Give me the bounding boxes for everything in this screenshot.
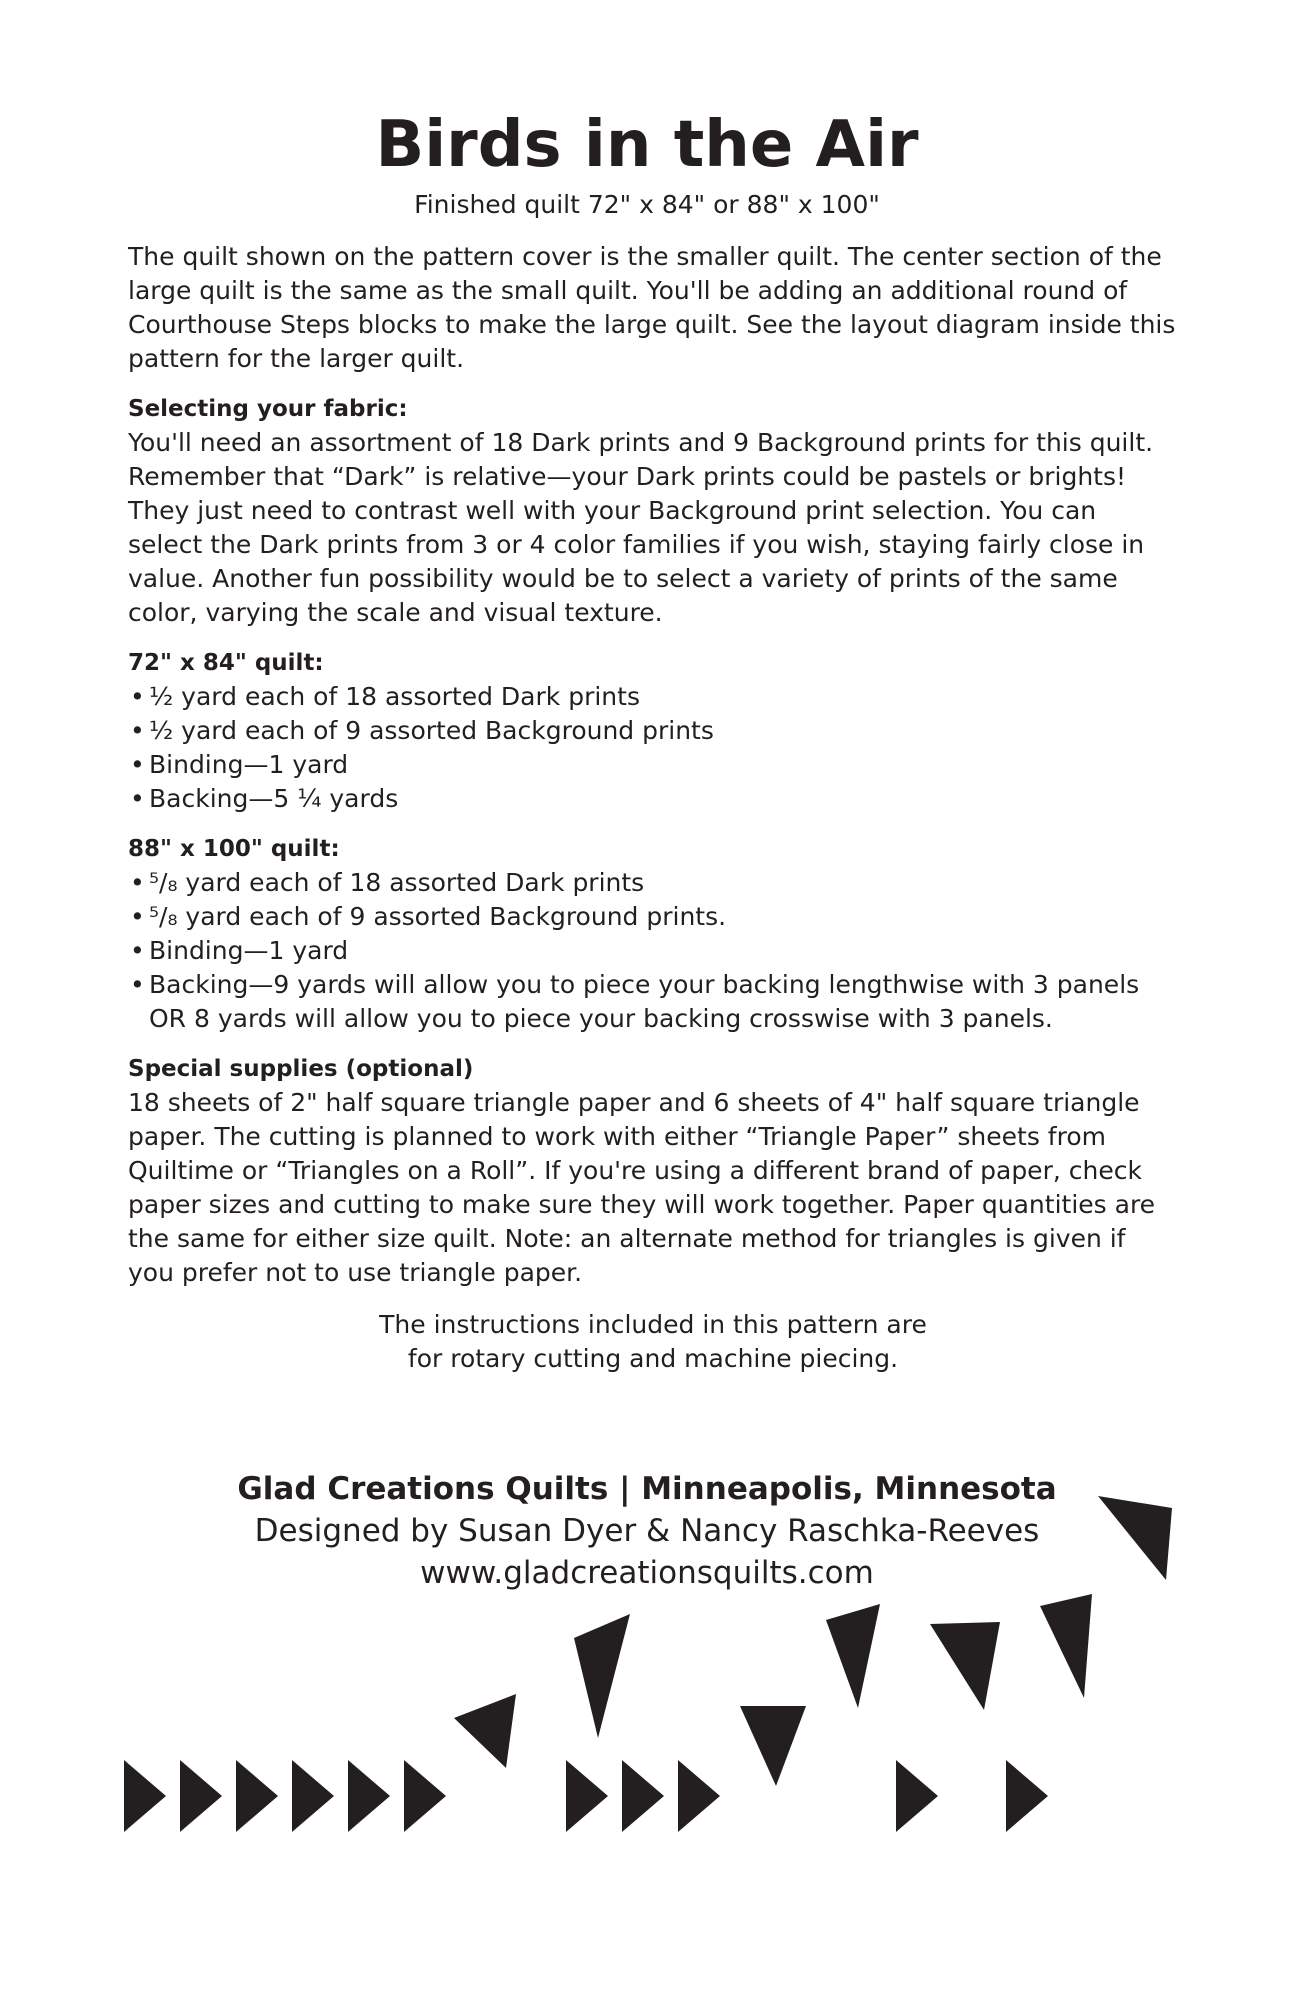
supplies-heading: Special supplies (optional) <box>128 1056 474 1082</box>
bird-triangle <box>236 1760 278 1832</box>
list-item: • Backing—5 ¼ yards <box>128 782 1178 816</box>
list-item: • ½ yard each of 18 assorted Dark prints <box>128 680 1178 714</box>
closing-line-1: The instructions included in this pattern are <box>379 1310 927 1339</box>
bird-triangle <box>1006 1760 1048 1832</box>
large-quilt-heading: 88" x 100" quilt: <box>128 836 340 862</box>
list-item: • ½ yard each of 9 assorted Background prints <box>128 714 1178 748</box>
finished-size: Finished quilt 72" x 84" or 88" x 100" <box>414 190 880 219</box>
bird-triangle <box>740 1706 806 1786</box>
page-title: Birds in the Air <box>375 108 919 182</box>
bird-triangle <box>292 1760 334 1832</box>
list-item: • Binding—1 yard <box>128 748 1178 782</box>
bird-triangle <box>348 1760 390 1832</box>
company-name: Glad Creations Quilts | Minneapolis, Minnesota <box>237 1471 1057 1507</box>
list-item: • Binding—1 yard <box>128 934 1178 968</box>
small-quilt-heading: 72" x 84" quilt: <box>128 650 324 676</box>
fabric-heading: Selecting your fabric: <box>128 396 408 422</box>
designer-credit: Designed by Susan Dyer & Nancy Raschka-Reeves <box>254 1513 1040 1549</box>
bird-triangle <box>574 1614 630 1738</box>
intro-paragraph: The quilt shown on the pattern cover is the smaller quilt. The center section of the large quilt is the same as the small quilt. You'll be adding an additional round of Courthouse Steps blocks to make the large quilt. See the layout diagram inside this pattern for the larger quilt. <box>128 242 1176 373</box>
bird-triangle <box>1098 1496 1172 1580</box>
bird-triangle <box>896 1760 938 1832</box>
bird-triangle <box>404 1760 446 1832</box>
list-item: • ⁵/₈ yard each of 9 assorted Background prints. <box>128 900 1178 934</box>
fabric-paragraph: You'll need an assortment of 18 Dark prints and 9 Background prints for this quilt. Remember that “Dark” is relative—your Dark prints could be pastels or brights! They just need to contrast well with your Background print selection. You can select the Dark prints from 3 or 4 color families if you wish, staying fairly close in value. Another fun possibility would be to select a variety of prints of the same color, varying the scale and visual texture. <box>128 428 1154 627</box>
list-item: • Backing—9 yards will allow you to piece your backing lengthwise with 3 panels OR 8 yards will allow you to piece your backing crosswise with 3 panels. <box>128 968 1178 1036</box>
bird-triangle <box>1040 1594 1092 1698</box>
supplies-paragraph: 18 sheets of 2" half square triangle paper and 6 sheets of 4" half square triangle paper. The cutting is planned to work with either “Triangle Paper” sheets from Quiltime or “Triangles on a Roll”. If you're using a different brand of paper, check paper sizes and cutting to make sure they will work together. Paper quantities are the same for either size quilt. Note: an alternate method for triangles is given if you prefer not to use triangle paper. <box>128 1088 1156 1287</box>
website-link[interactable]: www.gladcreationsquilts.com <box>420 1555 874 1591</box>
closing-line-2: for rotary cutting and machine piecing. <box>407 1344 899 1373</box>
bird-triangle <box>678 1760 720 1832</box>
bird-triangle <box>454 1694 516 1768</box>
bird-triangle <box>622 1760 664 1832</box>
bird-triangle <box>930 1622 1000 1710</box>
bird-triangle <box>826 1604 880 1708</box>
list-item: • ⁵/₈ yard each of 18 assorted Dark prints <box>128 866 1178 900</box>
bird-triangle <box>124 1760 166 1832</box>
bird-triangle <box>180 1760 222 1832</box>
bird-triangle <box>566 1760 608 1832</box>
